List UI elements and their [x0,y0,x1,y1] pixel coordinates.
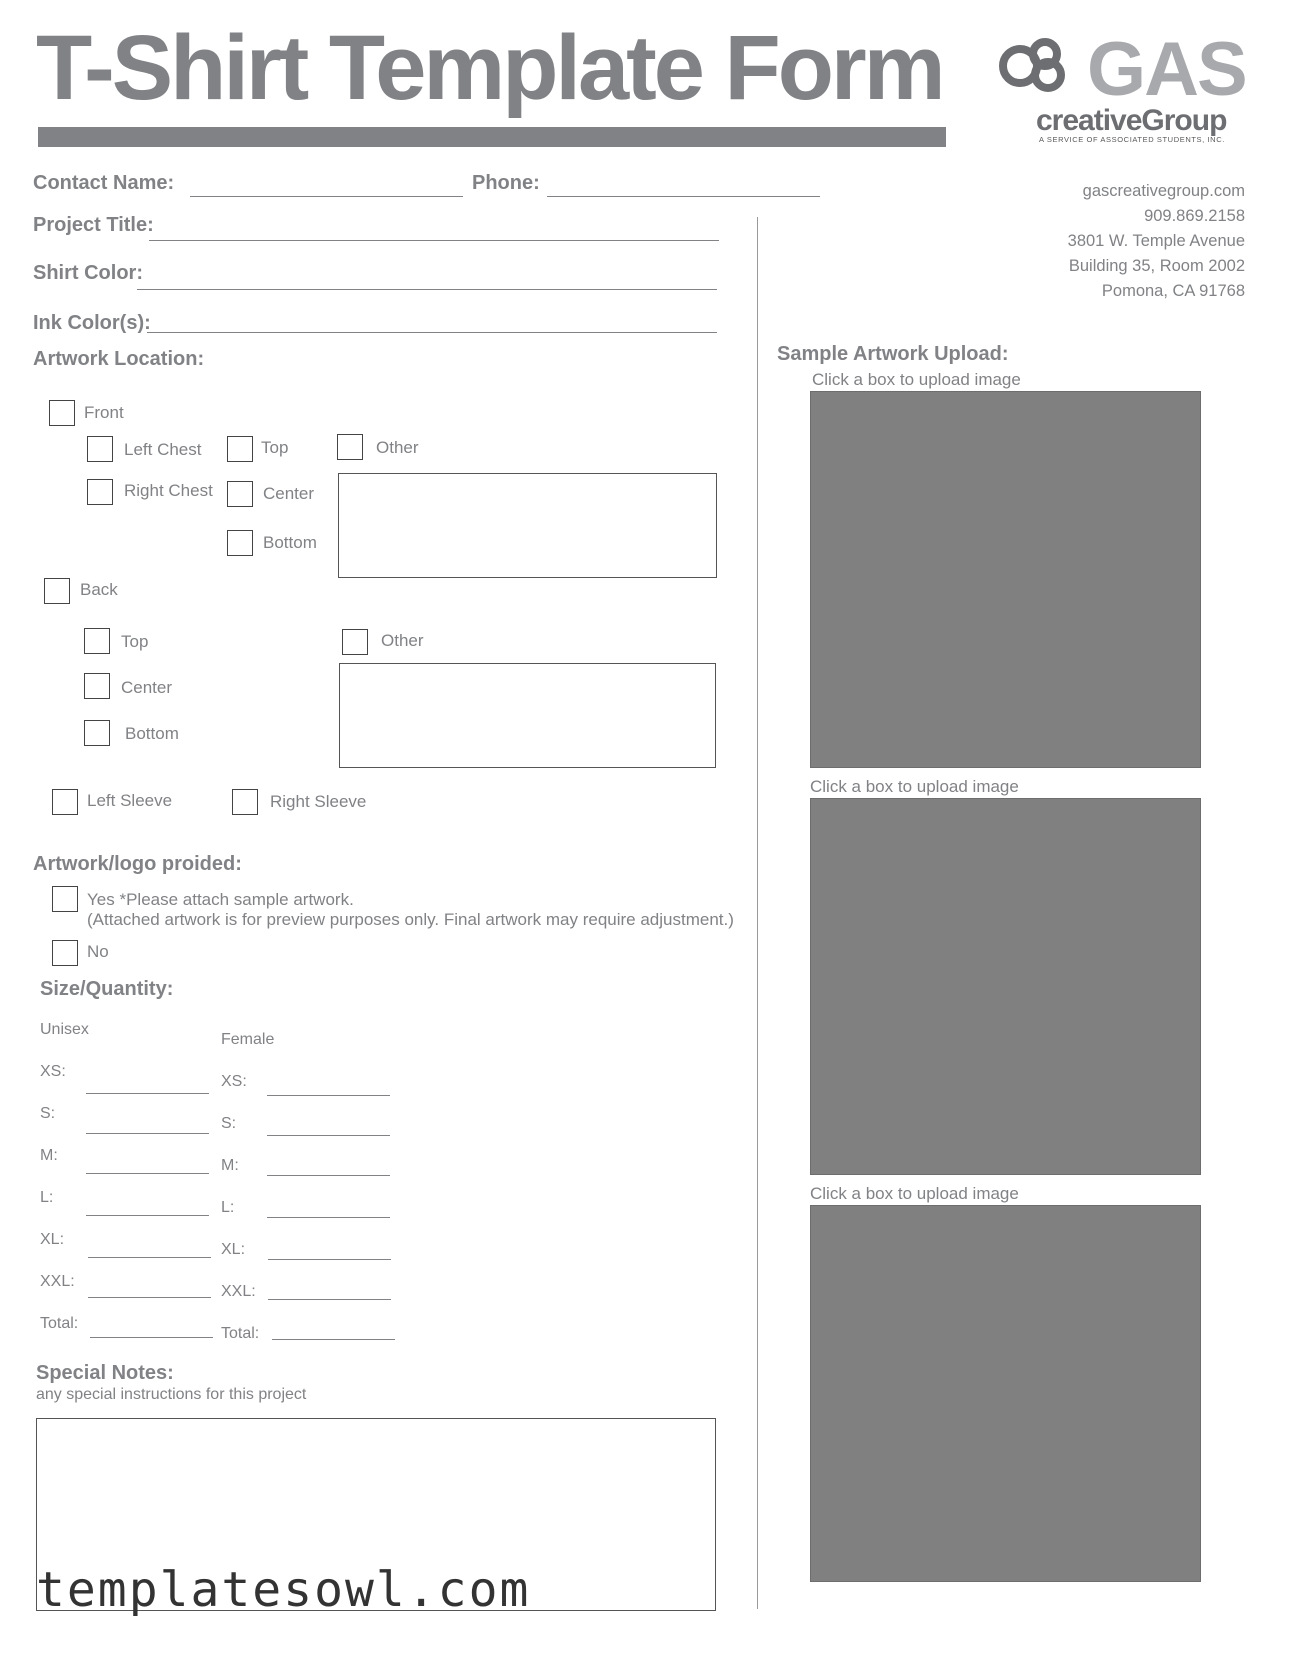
unisex-size-label: M: [40,1147,58,1164]
contact-address-line1: 3801 W. Temple Avenue [1067,232,1245,250]
unisex-size-label: S: [40,1105,56,1122]
sample-artwork-upload-heading: Sample Artwork Upload: [777,343,1009,365]
column-divider [757,217,758,1609]
front-label: Front [84,403,124,422]
front-bottom-label: Bottom [263,533,317,552]
back-other-label: Other [381,631,424,650]
phone-input[interactable] [547,196,820,197]
front-left-chest-checkbox[interactable] [87,436,113,462]
phone-label: Phone: [472,172,540,194]
female-size-label: XL: [221,1241,246,1258]
ink-colors-input[interactable] [147,332,717,333]
special-notes-subheading: any special instructions for this project [36,1386,307,1403]
front-top-label: Top [261,438,289,457]
left-sleeve-label: Left Sleeve [87,791,173,810]
unisex-m-input[interactable] [86,1173,209,1174]
female-size-label: XS: [221,1073,247,1090]
front-center-checkbox[interactable] [227,481,253,507]
unisex-total-input[interactable] [90,1337,213,1338]
project-title-label: Project Title: [33,214,154,236]
upload-hint: Click a box to upload image [812,370,1021,389]
female-size-label: XXL: [221,1283,256,1300]
special-notes-heading: Special Notes: [36,1362,174,1384]
artwork-no-checkbox[interactable] [52,940,78,966]
unisex-total-label: Total: [40,1315,79,1332]
unisex-size-label: L: [40,1189,54,1206]
unisex-size-label: XL: [40,1231,65,1248]
front-bottom-checkbox[interactable] [227,530,253,556]
contact-name-input[interactable] [190,196,463,197]
front-left-chest-label: Left Chest [124,440,202,459]
upload-image-box[interactable] [810,1205,1201,1582]
front-top-checkbox[interactable] [227,436,253,462]
unisex-l-input[interactable] [86,1215,209,1216]
shirt-color-input[interactable] [137,289,717,290]
page-title: T-Shirt Template Form [36,17,943,119]
contact-phone: 909.869.2158 [1144,207,1245,225]
contact-website: gascreativegroup.com [1082,182,1245,200]
title-underline-bar [38,127,946,147]
front-right-chest-label: Right Chest [124,481,213,500]
watermark: templatesowl.com [36,1562,531,1618]
unisex-size-label: XS: [40,1063,66,1080]
artwork-yes-note: (Attached artwork is for preview purposes only. Final artwork may require adjustment.) [87,910,734,929]
shirt-color-label: Shirt Color: [33,262,143,284]
female-heading: Female [221,1031,275,1048]
artwork-no-label: No [87,942,109,961]
artwork-location-heading: Artwork Location: [33,348,205,370]
logo-gas-text: GAS [1087,27,1246,112]
contact-address-line3: Pomona, CA 91768 [1101,282,1245,300]
back-center-label: Center [121,678,173,697]
contact-address-line2: Building 35, Room 2002 [1068,257,1245,275]
upload-image-box[interactable] [810,798,1201,1175]
unisex-xs-input[interactable] [86,1093,209,1094]
artwork-yes-checkbox[interactable] [52,886,78,912]
back-checkbox[interactable] [44,578,70,604]
contact-name-label: Contact Name: [33,172,175,194]
front-other-label: Other [376,438,419,457]
logo-subtitle: A SERVICE OF ASSOCIATED STUDENTS, INC. [1039,135,1225,144]
front-right-chest-checkbox[interactable] [87,479,113,505]
female-size-label: S: [221,1115,237,1132]
female-size-label: L: [221,1199,235,1216]
front-center-label: Center [263,484,315,503]
upload-hint: Click a box to upload image [810,1184,1019,1203]
left-sleeve-checkbox[interactable] [52,789,78,815]
female-xs-input[interactable] [267,1095,390,1096]
artwork-yes-label: Yes *Please attach sample artwork. [87,890,354,909]
artwork-provided-heading: Artwork/logo proided: [33,853,242,875]
front-other-checkbox[interactable] [337,434,363,460]
right-sleeve-checkbox[interactable] [232,789,258,815]
female-xl-input[interactable] [268,1259,391,1260]
female-xxl-input[interactable] [268,1299,391,1300]
size-quantity-heading: Size/Quantity: [40,978,174,1000]
unisex-xl-input[interactable] [88,1257,211,1258]
unisex-s-input[interactable] [86,1133,209,1134]
unisex-xxl-input[interactable] [88,1297,211,1298]
female-total-label: Total: [221,1325,260,1342]
female-total-input[interactable] [272,1339,395,1340]
front-checkbox[interactable] [49,400,75,426]
back-bottom-label: Bottom [125,724,179,743]
front-other-textbox[interactable] [338,473,717,578]
back-top-label: Top [121,632,149,651]
unisex-size-label: XXL: [40,1273,75,1290]
gas-logo-circles-icon [998,38,1090,92]
back-label: Back [80,580,118,599]
ink-colors-label: Ink Color(s): [33,312,151,334]
logo-creative-group-text: creativeGroup [1036,104,1227,137]
female-s-input[interactable] [267,1135,390,1136]
project-title-input[interactable] [149,240,719,241]
back-other-checkbox[interactable] [342,629,368,655]
upload-image-box[interactable] [810,391,1201,768]
unisex-heading: Unisex [40,1021,89,1038]
female-l-input[interactable] [267,1217,390,1218]
back-center-checkbox[interactable] [84,673,110,699]
female-m-input[interactable] [267,1175,390,1176]
back-bottom-checkbox[interactable] [84,720,110,746]
upload-hint: Click a box to upload image [810,777,1019,796]
right-sleeve-label: Right Sleeve [270,792,367,811]
female-size-label: M: [221,1157,239,1174]
back-other-textbox[interactable] [339,663,716,768]
back-top-checkbox[interactable] [84,628,110,654]
